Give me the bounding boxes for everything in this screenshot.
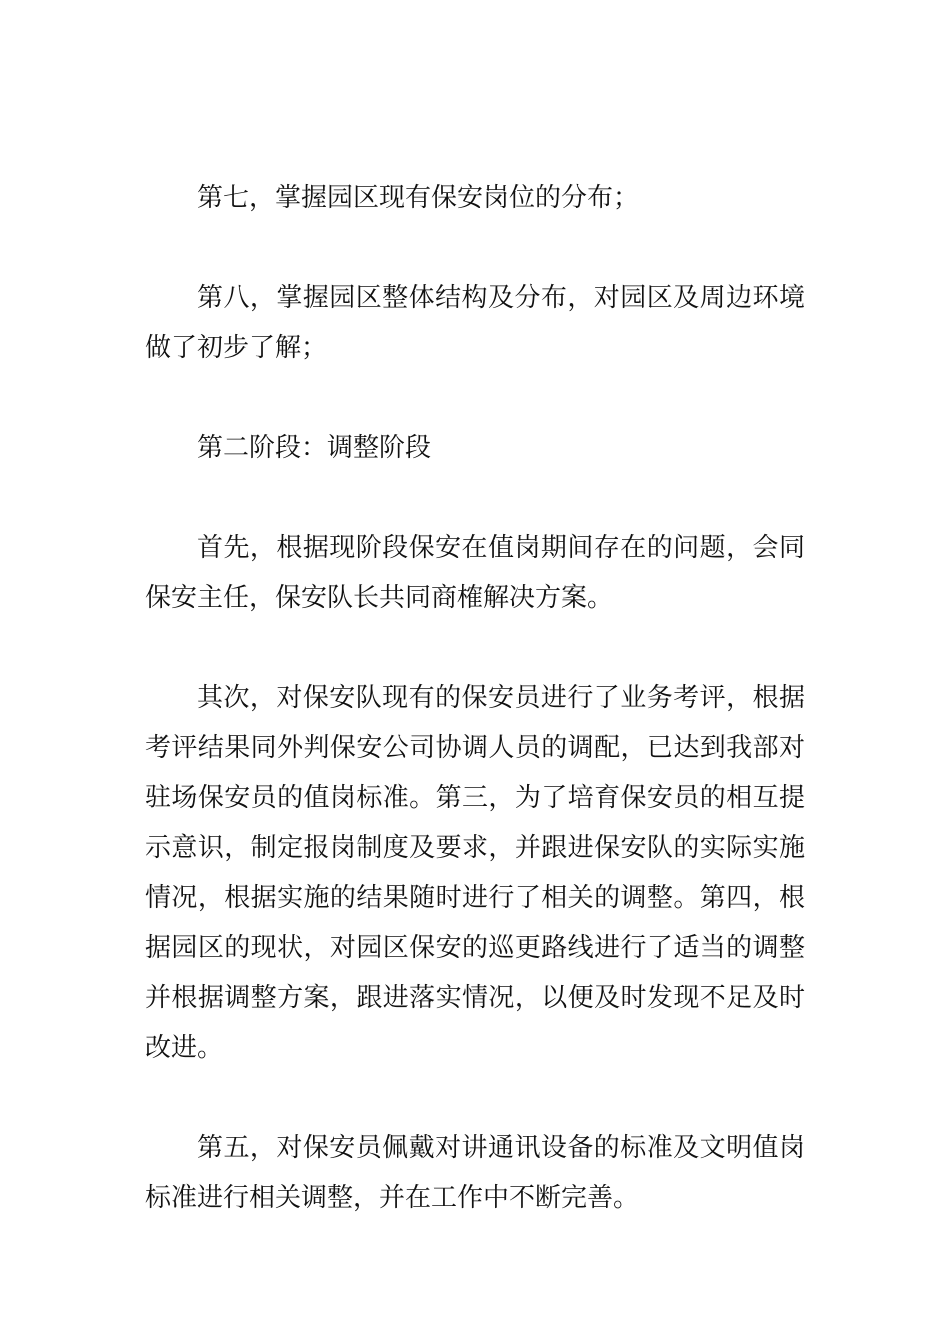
document-body <box>145 173 805 1223</box>
paragraph-seventh-point: 第七，掌握园区现有保安岗位的分布； <box>197 183 640 213</box>
paragraph-fifth-step: 第五，对保安员佩戴对讲通讯设备的标准及文明值岗标准进行相关调整，并在工作中不断完善。 <box>145 1133 805 1213</box>
paragraph-second-to-fourth-steps: 其次，对保安队现有的保安员进行了业务考评，根据考评结果同外判保安公司协调人员的调配，已达到我部对驻场保安员的值岗标准。第三，为了培育保安员的相互提示意识，制定报岗制度及要求，并跟进保安队的实际实施情况，根据实施的结果随时进行了相关的调整。第四，根据园区的现状，对园区保安的巡更路线进行了适当的调整并根据调整方案，跟进落实情况，以便及时发现不足及时改进。 <box>145 683 805 1063</box>
paragraph-first-step: 首先，根据现阶段保安在值岗期间存在的问题，会同保安主任，保安队长共同商榷解决方案。 <box>145 533 805 613</box>
section-heading-stage-two: 第二阶段：调整阶段 <box>197 433 432 463</box>
paragraph-eighth-point: 第八，掌握园区整体结构及分布，对园区及周边环境做了初步了解； <box>145 283 805 363</box>
